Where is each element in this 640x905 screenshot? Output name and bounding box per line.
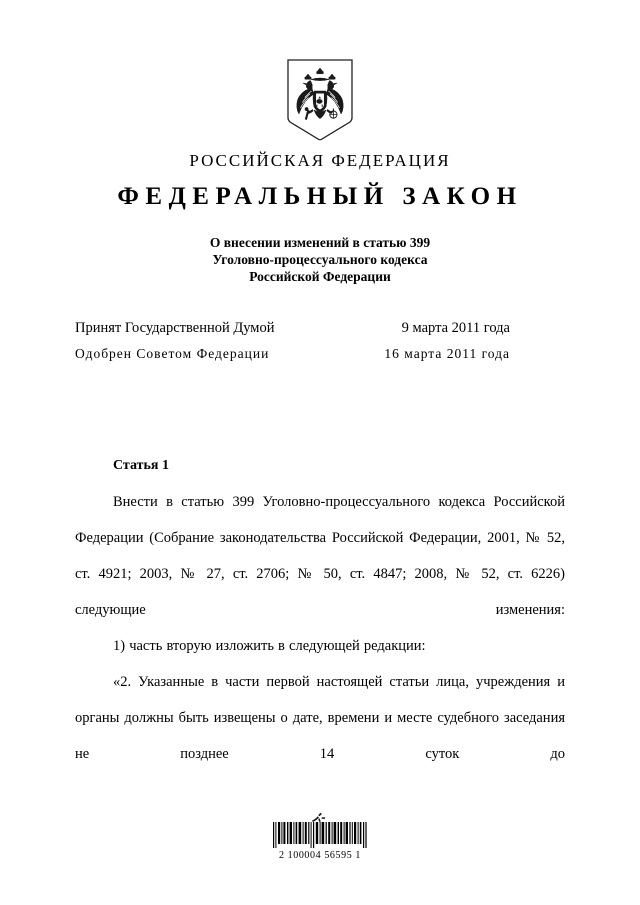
publisher-mark-icon bbox=[309, 810, 331, 821]
adoption-label-duma: Принят Государственной Думой bbox=[75, 320, 275, 336]
body-paragraph-amendment-intro: Внести в статью 399 Уголовно-процессуального кодекса Российской Федерации (Собрание законодательства Российской Федерации, 2001, № 52, ст. 4921; 2003, № 27, ст. 2706; № 50, ст. 4847; 2008, № 52, ст. 6226) следующие изменения: bbox=[75, 494, 565, 618]
adoption-row-federation-council bbox=[75, 346, 510, 372]
adoption-block bbox=[75, 320, 510, 372]
page-heading-country: РОССИЙСКАЯ ФЕДЕРАЦИЯ bbox=[189, 151, 451, 170]
barcode-number: 2 100004 56595 1 bbox=[278, 850, 362, 861]
document-body bbox=[75, 448, 565, 772]
document-subtitle bbox=[0, 234, 640, 285]
page-heading-law-type: ФЕДЕРАЛЬНЫЙ ЗАКОН bbox=[117, 183, 523, 210]
adoption-row-duma bbox=[75, 320, 510, 346]
barcode-image bbox=[272, 822, 368, 848]
body-paragraph-item-1: 1) часть вторую изложить в следующей редакции: bbox=[113, 638, 426, 654]
adoption-date-federation-council: 16 марта 2011 года bbox=[384, 346, 510, 361]
subtitle-line-1: О внесении изменений в статью 399 bbox=[209, 235, 431, 250]
subtitle-line-3: Российской Федерации bbox=[249, 269, 391, 284]
body-paragraph-quoted-part-2: «2. Указанные в части первой настоящей статьи лица, учреждения и органы должны быть извещены о дате, времени и месте судебного заседания не позднее 14 суток до bbox=[75, 674, 565, 762]
subtitle-line-2: Уголовно-процессуального кодекса bbox=[212, 252, 428, 267]
barcode-block bbox=[0, 810, 640, 861]
russian-coat-of-arms-icon bbox=[284, 58, 356, 142]
coat-of-arms-container bbox=[0, 58, 640, 142]
adoption-date-duma: 9 марта 2011 года bbox=[401, 320, 510, 336]
article-heading: Статья 1 bbox=[113, 458, 169, 473]
adoption-label-federation-council: Одобрен Советом Федерации bbox=[75, 346, 270, 361]
